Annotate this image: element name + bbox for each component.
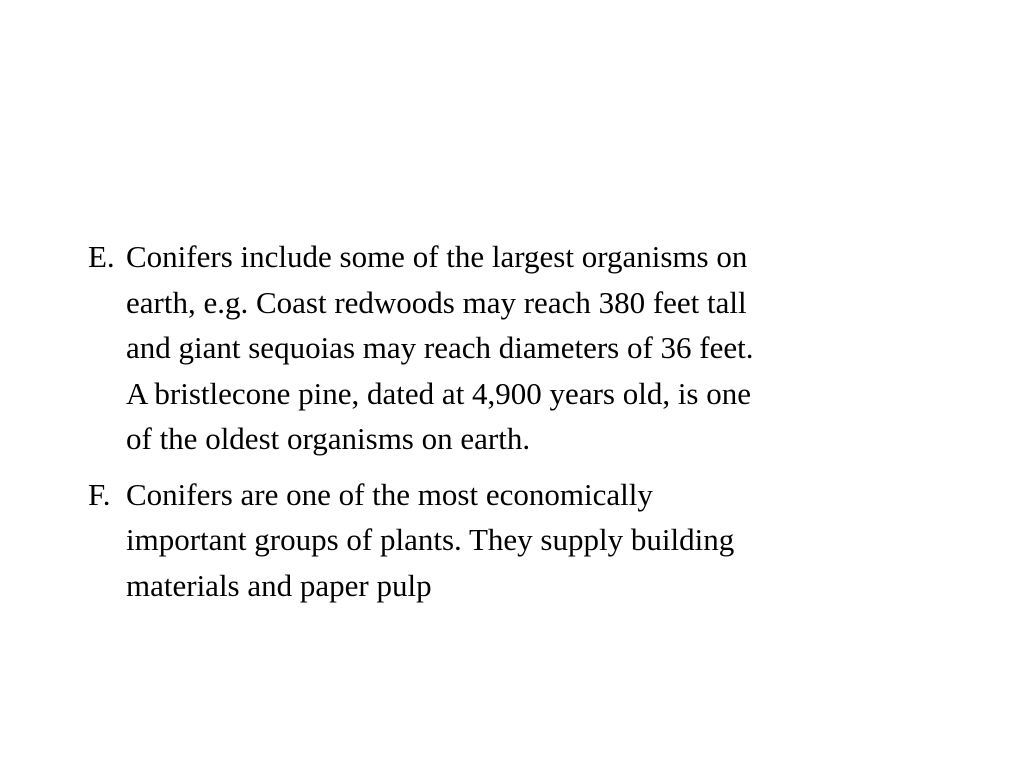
bullet-text — [126, 234, 948, 462]
bullet-point-e — [88, 234, 948, 462]
text-line: earth, e.g. Coast redwoods may reach 380 feet tall — [126, 284, 747, 320]
slide-body — [88, 234, 948, 618]
text-line: and giant sequoias may reach diameters of 36 feet. — [126, 330, 754, 365]
text-line: Conifers include some of the largest organisms on — [126, 239, 748, 274]
bullet-point-f — [88, 472, 948, 609]
text-line: materials and paper pulp — [126, 567, 432, 603]
bullet-marker: E. — [88, 239, 115, 274]
text-line: of the oldest organisms on earth. — [126, 421, 531, 456]
text-line: important groups of plants. They supply building — [126, 522, 735, 557]
text-line: A bristlecone pine, dated at 4,900 years old, is one — [126, 375, 752, 411]
bullet-text — [126, 472, 948, 609]
bullet-marker: F. — [88, 476, 111, 512]
text-line: Conifers are one of the most economically — [126, 476, 653, 512]
